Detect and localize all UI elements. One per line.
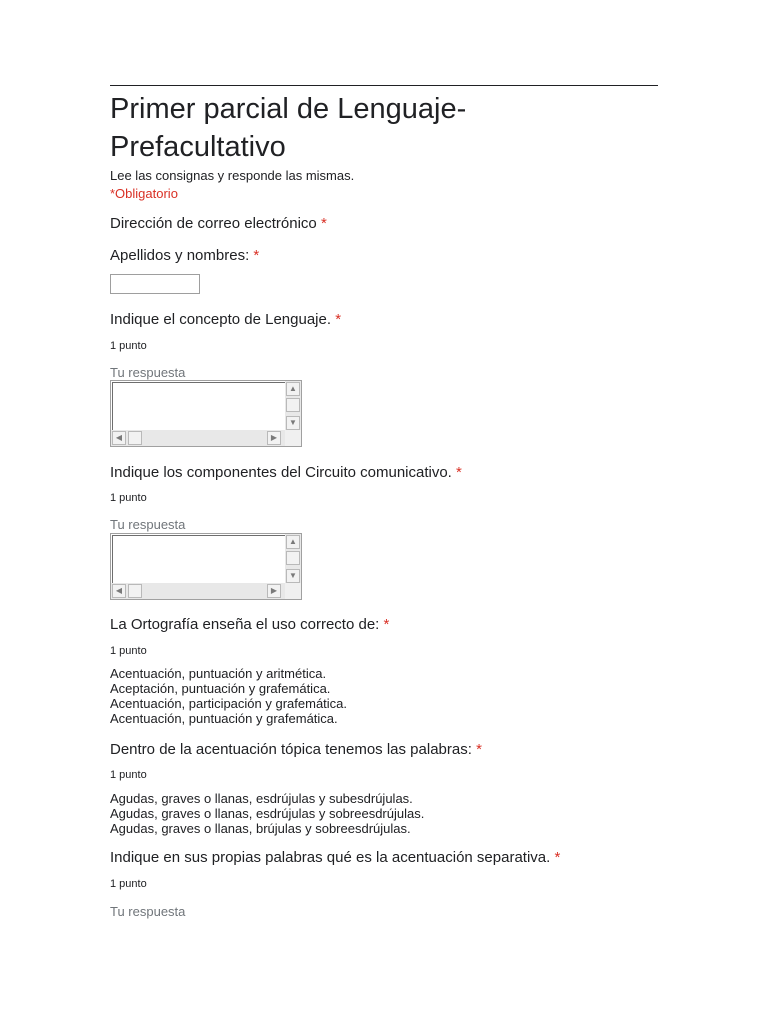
names-input[interactable] (110, 274, 200, 294)
question-points: 1 punto (110, 492, 147, 504)
question-label: Indique los componentes del Circuito comunicativo. (110, 464, 452, 481)
option-item[interactable]: Acentuación, puntuación y grafemática. (110, 711, 338, 726)
required-asterisk: * (456, 464, 462, 481)
answer-placeholder: Tu respuesta (110, 365, 186, 380)
question-spelling-title (110, 615, 389, 635)
scroll-thumb[interactable] (286, 551, 300, 565)
required-asterisk: * (320, 215, 327, 232)
vertical-scrollbar[interactable] (285, 381, 301, 431)
scroll-up-icon[interactable]: ▲ (286, 535, 300, 549)
answer-placeholder[interactable]: Tu respuesta (110, 904, 186, 919)
header-divider (110, 85, 658, 86)
required-asterisk: * (383, 616, 390, 633)
scroll-thumb[interactable] (128, 584, 142, 598)
vertical-scrollbar[interactable] (285, 534, 301, 584)
horizontal-scrollbar[interactable] (111, 583, 286, 599)
scroll-left-icon[interactable]: ◀ (112, 431, 126, 445)
question-names-title (110, 246, 259, 266)
option-item[interactable]: Acentuación, participación y grafemática. (110, 696, 348, 711)
option-item[interactable]: Aceptación, puntuación y grafemática. (110, 681, 331, 696)
question-concept-title (110, 310, 341, 330)
scroll-left-icon[interactable]: ◀ (112, 584, 126, 598)
question-accent-title (110, 740, 482, 760)
form-title (110, 90, 658, 166)
question-label: Apellidos y nombres: (110, 247, 250, 264)
required-asterisk: * (253, 247, 260, 264)
textarea-text-area[interactable] (112, 535, 286, 584)
required-note: *Obligatorio (110, 186, 178, 201)
question-circuit-title (110, 463, 462, 483)
option-item[interactable]: Agudas, graves o llanas, brújulas y sobreesdrújulas. (110, 821, 411, 836)
circuit-answer-textarea[interactable] (110, 533, 302, 600)
accent-options (110, 791, 424, 836)
spelling-options (110, 666, 347, 726)
question-label: Dentro de la acentuación tópica tenemos las palabras: (110, 741, 472, 758)
question-separative-title (110, 848, 560, 868)
scroll-down-icon[interactable]: ▼ (286, 416, 300, 430)
option-item[interactable]: Agudas, graves o llanas, esdrújulas y subesdrújulas. (110, 791, 413, 806)
question-label: La Ortografía enseña el uso correcto de: (110, 616, 380, 633)
scrollbar-corner (285, 430, 301, 446)
scroll-thumb[interactable] (128, 431, 142, 445)
required-asterisk: * (335, 311, 342, 328)
scroll-up-icon[interactable]: ▲ (286, 382, 300, 396)
scrollbar-corner (285, 583, 301, 599)
form-description: Lee las consignas y responde las mismas. (110, 168, 355, 183)
question-points: 1 punto (110, 645, 147, 657)
concept-answer-textarea[interactable] (110, 380, 302, 447)
scroll-right-icon[interactable]: ▶ (267, 584, 281, 598)
required-asterisk: * (554, 849, 561, 866)
option-item[interactable]: Acentuación, puntuación y aritmética. (110, 666, 327, 681)
form-title-line-1: Primer parcial de Lenguaje- (110, 93, 467, 125)
question-points: 1 punto (110, 878, 147, 890)
question-label: Indique en sus propias palabras qué es la acentuación separativa. (110, 849, 551, 866)
required-asterisk: * (476, 741, 482, 758)
question-points: 1 punto (110, 769, 147, 781)
question-points: 1 punto (110, 340, 147, 352)
scroll-right-icon[interactable]: ▶ (267, 431, 281, 445)
question-label: Indique el concepto de Lenguaje. (110, 311, 332, 328)
scroll-thumb[interactable] (286, 398, 300, 412)
textarea-text-area[interactable] (112, 382, 286, 431)
question-label: Dirección de correo electrónico (110, 215, 317, 232)
answer-placeholder: Tu respuesta (110, 517, 186, 532)
horizontal-scrollbar[interactable] (111, 430, 286, 446)
question-email-title (110, 214, 327, 234)
form-title-line-2: Prefacultativo (110, 131, 286, 163)
option-item[interactable]: Agudas, graves o llanas, esdrújulas y sobreesdrújulas. (110, 806, 425, 821)
scroll-down-icon[interactable]: ▼ (286, 569, 300, 583)
